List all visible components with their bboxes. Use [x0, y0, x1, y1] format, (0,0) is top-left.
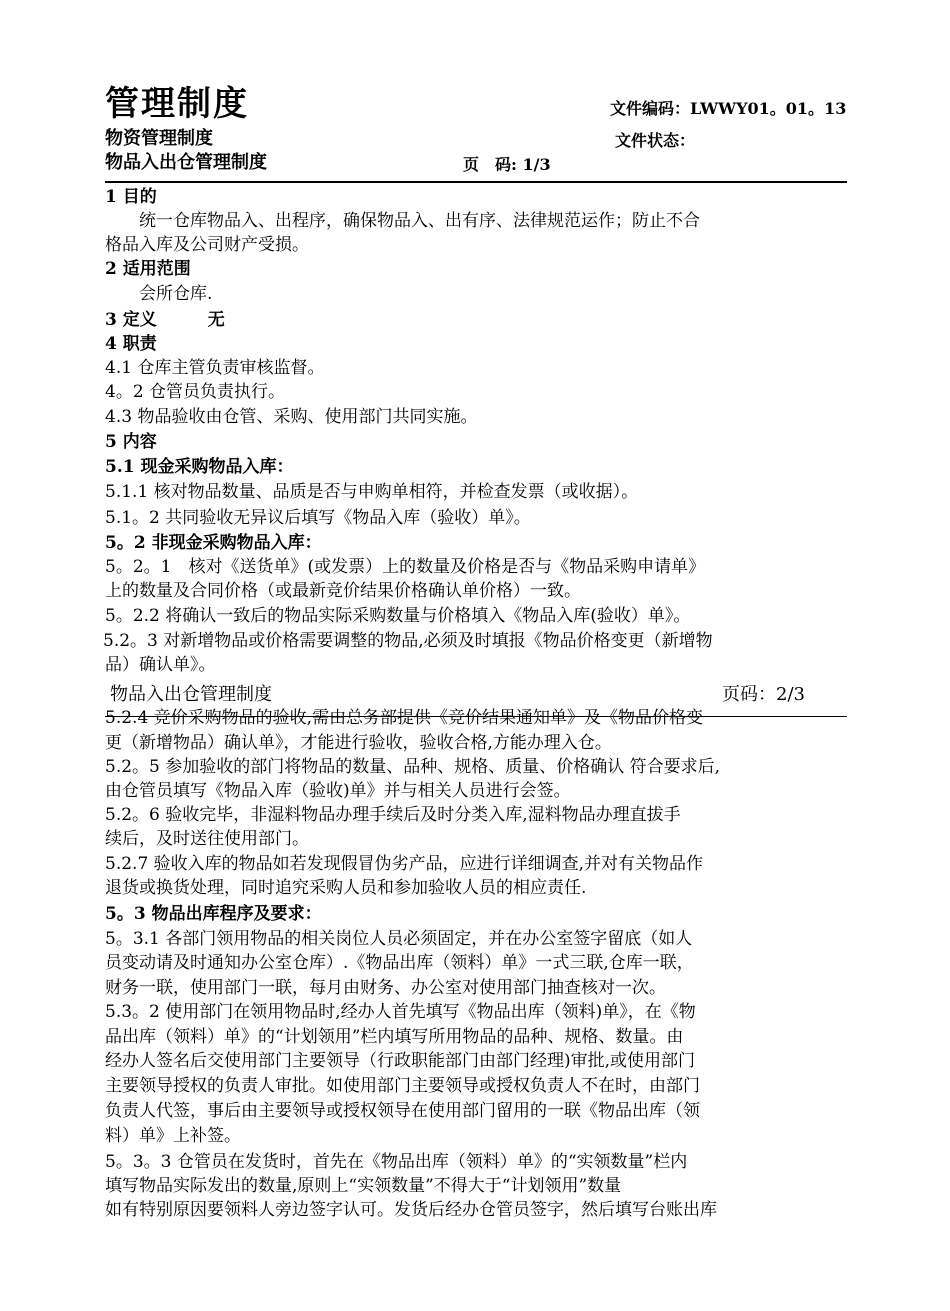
paragraph-line: 4.3 物品验收由仓管、采购、使用部门共同实施。	[105, 407, 478, 427]
section-heading: 4 职责	[105, 334, 157, 354]
paragraph-line: 格品入库及公司财产受损。	[105, 235, 309, 255]
paragraph-line: 员变动请及时通知办公室仓库）.《物品出库（领料）单》一式三联,仓库一联，	[105, 953, 694, 973]
paragraph-line: 5。3.1 各部门领用物品的相关岗位人员必须固定，并在办公室签字留底（如人	[105, 929, 693, 949]
paragraph-line: 由仓管员填写《物品入库（验收)单》并与相关人员进行会签。	[105, 781, 571, 801]
paragraph-line: 负责人代签，事后由主要领导或授权领导在使用部门留用的一联《物品出库（领	[105, 1101, 700, 1121]
paragraph-line: 料）单》上补签。	[105, 1126, 241, 1146]
paragraph-line: 更（新增物品）确认单》，才能进行验收，验收合格,方能办理入仓。	[105, 733, 612, 753]
paragraph-line: 5.2。5 参加验收的部门将物品的数量、品种、规格、质量、价格确认 符合要求后,	[105, 757, 721, 777]
paragraph-line: 5.2.4 竞价采购物品的验收,需由总务部提供《竞价结果通知单》及《物品价格变	[105, 708, 704, 728]
page2-header-name: 物品入出仓管理制度	[110, 684, 272, 705]
paragraph-line: 主要领导授权的负责人审批。如使用部门主要领导或授权负责人不在时，由部门	[105, 1076, 700, 1096]
paragraph-line: 如有特别原因要领料人旁边签字认可。发货后经办仓管员签字，然后填写台账出库	[105, 1200, 717, 1220]
page2-header-page: 页码：2/3	[722, 684, 805, 705]
paragraph-line: 品出库（领料）单》的“计划领用”栏内填写所用物品的品种、规格、数量。由	[105, 1027, 684, 1047]
doc-name: 物品入出仓管理制度	[105, 152, 267, 173]
paragraph-line: 填写物品实际发出的数量,原则上“实领数量”不得大于“计划领用”数量	[105, 1176, 622, 1196]
section-heading: 5。3 物品出库程序及要求：	[105, 904, 322, 924]
paragraph-line: 会所仓库.	[105, 284, 213, 304]
paragraph-line: 经办人签名后交使用部门主要领导（行政职能部门由部门经理)审批,或使用部门	[105, 1051, 696, 1071]
paragraph-line: 上的数量及合同价格（或最新竞价结果价格确认单价格）一致。	[105, 581, 581, 601]
paragraph-line: 5.2。3 对新增物品或价格需要调整的物品,必须及时填报《物品价格变更（新增物	[103, 631, 713, 651]
section-heading: 5。2 非现金采购物品入库：	[105, 533, 322, 553]
paragraph-line: 统一仓库物品入、出程序，确保物品入、出有序、法律规范运作；防止不合	[105, 211, 700, 231]
section-heading: 5.1 现金采购物品入库：	[105, 457, 294, 477]
section-heading: 2 适用范围	[105, 259, 191, 279]
paragraph-line: 5。2。1 核对《送货单》(或发票）上的数量及价格是否与《物品采购申请单》	[105, 557, 706, 577]
paragraph-line: 5。2.2 将确认一致后的物品实际采购数量与价格填入《物品入库(验收）单》。	[105, 606, 691, 626]
paragraph-line: 续后，及时送往使用部门。	[105, 829, 309, 849]
paragraph-line: 5。3。3 仓管员在发货时，首先在《物品出库（领料）单》的“实领数量”栏内	[105, 1152, 688, 1172]
section-heading: 3 定义 无	[105, 310, 225, 330]
paragraph-line: 退货或换货处理，同时追究采购人员和参加验收人员的相应责任.	[105, 878, 587, 898]
page-title: 管理制度	[105, 84, 249, 124]
doc-category: 物资管理制度	[105, 128, 213, 149]
paragraph-line: 5.2。6 验收完毕，非湿料物品办理手续后及时分类入库,湿料物品办理直拔手	[105, 805, 681, 825]
paragraph-line: 4。2 仓管员负责执行。	[105, 382, 286, 402]
paragraph-line: 5.2.7 验收入库的物品如若发现假冒伪劣产品，应进行详细调查,并对有关物品作	[105, 854, 704, 874]
page-number: 页 码: 1/3	[463, 155, 551, 174]
section-heading: 5 内容	[105, 432, 157, 452]
paragraph-line: 5.1。2 共同验收无异议后填写《物品入库（验收）单》。	[105, 508, 531, 528]
paragraph-line: 5.3。2 使用部门在领用物品时,经办人首先填写《物品出库（领料)单》，在《物	[105, 1002, 696, 1022]
paragraph-line: 4.1 仓库主管负责审核监督。	[105, 358, 325, 378]
paragraph-line: 5.1.1 核对物品数量、品质是否与申购单相符，并检查发票（或收据）。	[105, 482, 639, 502]
doc-status: 文件状态：	[615, 131, 696, 150]
paragraph-line: 财务一联，使用部门一联，每月由财务、办公室对使用部门抽查核对一次。	[105, 978, 666, 998]
doc-code: 文件编码：LWWY01。01。13	[610, 99, 847, 118]
section-heading: 1 目的	[105, 187, 157, 207]
paragraph-line: 品）确认单》。	[105, 655, 216, 675]
header-rule	[105, 181, 847, 183]
